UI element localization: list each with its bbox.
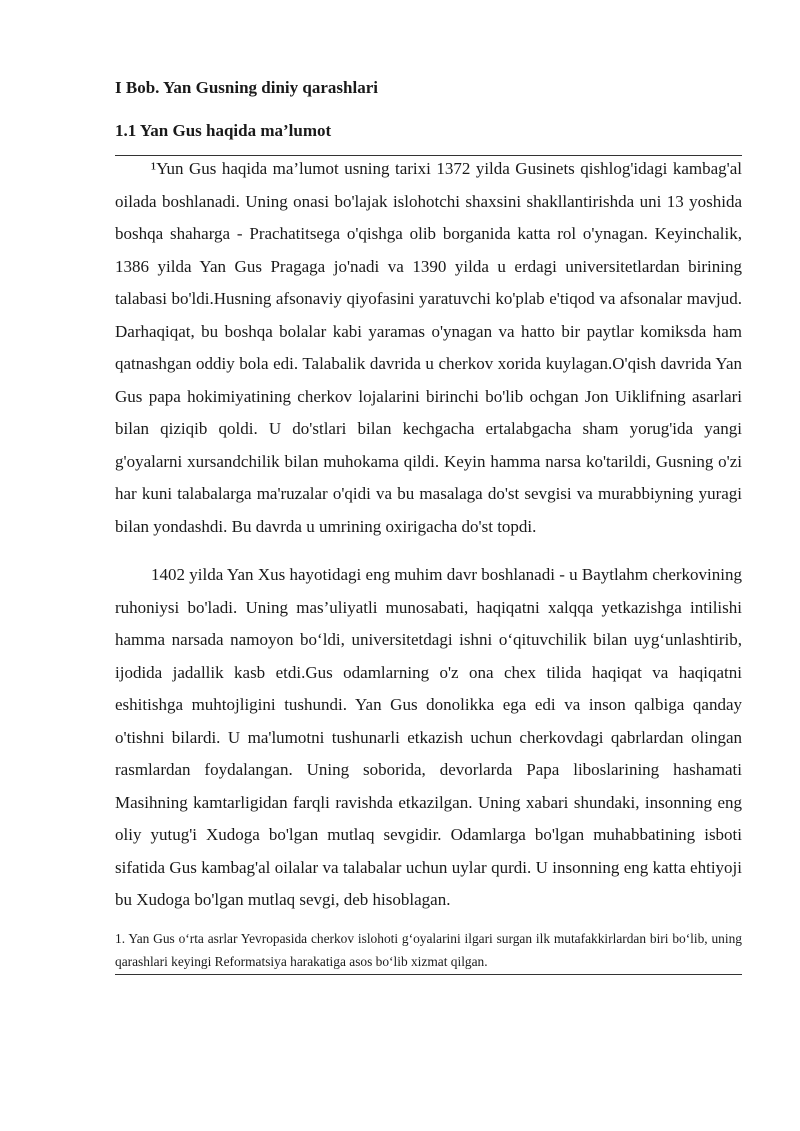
document-page [115, 70, 742, 975]
footnote-section [115, 927, 742, 975]
footnote-divider [115, 974, 742, 975]
body-paragraph-2: 1402 yilda Yan Xus hayotidagi eng muhim davr boshlanadi - u Baytlahm cherkovining ruhoniysi bo'ladi. Uning mas’uliyatli munosabati, haqiqatni xalqqa yetkazishga intilishi hamma narsada namoyon bo‘ldi, universitetdagi ishni o‘qituvchilik bilan uyg‘unlashtirib, ijodida jadallik kasb etdi.Gus odamlarning o'z ona chex tilida haqiqat va haqiqatni eshitishga muhtojligini tushundi. Yan Gus donolikka ega edi va inson qalbiga qanday o'tishni bilardi. U ma'lumotni tushunarli etkazish uchun cherkovdagi qabrlardan olingan rasmlardan foydalangan. Uning soborida, devorlarda Papa liboslarining hashamati Masihning kamtarligidan farqli ravishda etkazilgan. Uning xabari shundaki, insonning eng oliy yutug'i Xudoga bo'lgan mutlaq sevgidir. Odamlarga bo'lgan muhabbatining isboti sifatida Gus kambag'al oilalar va talabalar uchun uylar qurdi. U insonning eng katta ehtiyoji bu Xudoga bo'lgan mutlaq sevgi, deb hisoblagan. [115, 565, 742, 909]
body-paragraph-1: ¹Yun Gus haqida ma’lumot usning tarixi 1372 yilda Gusinets qishlog'idagi kambag'al oilada boshlanadi. Uning onasi bo'lajak islohotchi shaxsini shakllantirishda uni 13 yoshida boshqa shaharga - Prachatitsega o'qishga olib borganida katta rol o'ynagan. Keyinchalik, 1386 yilda Yan Gus Pragaga jo'nadi va 1390 yilda u erdagi universitetlardan birining talabasi bo'ldi.Husning afsonaviy qiyofasini yaratuvchi ko'plab e'tiqod va afsonalar mavjud. Darhaqiqat, bu boshqa bolalar kabi yaramas o'ynagan va hatto bir paytlar komiksda ham qatnashgan oddiy bola edi. Talabalik davrida u cherkov xorida kuylagan.O'qish davrida Yan Gus papa hokimiyatining cherkov lojalarini birinchi bo'lib ochgan Jon Uiklifning asarlari bilan qiziqib qoldi. U do'stlari bilan kechgacha ertalabgacha sham yorug'ida yangi g'oyalarni xursandchilik bilan muhokama qildi. Keyin hamma narsa ko'tarildi, Gusning o'zi har kuni talabalarga ma'ruzalar o'qidi va bu masalaga do'st sevgisi va murabbiyning yuragi bilan yondashdi. Bu davrda u umrining oxirigacha do'st topdi. [115, 159, 742, 536]
footnote-text: 1. Yan Gus o‘rta asrlar Yevropasida cherkov islohoti g‘oyalarini ilgari surgan ilk mutafakkirlardan biri bo‘lib, uning qarashlari keyingi Reformatsiya harakatiga asos bo‘lib xizmat qilgan. [115, 930, 742, 969]
section-title: 1.1 Yan Gus haqida ma’lumot [115, 121, 332, 140]
chapter-title: I Bob. Yan Gusning diniy qarashlari [115, 78, 378, 97]
